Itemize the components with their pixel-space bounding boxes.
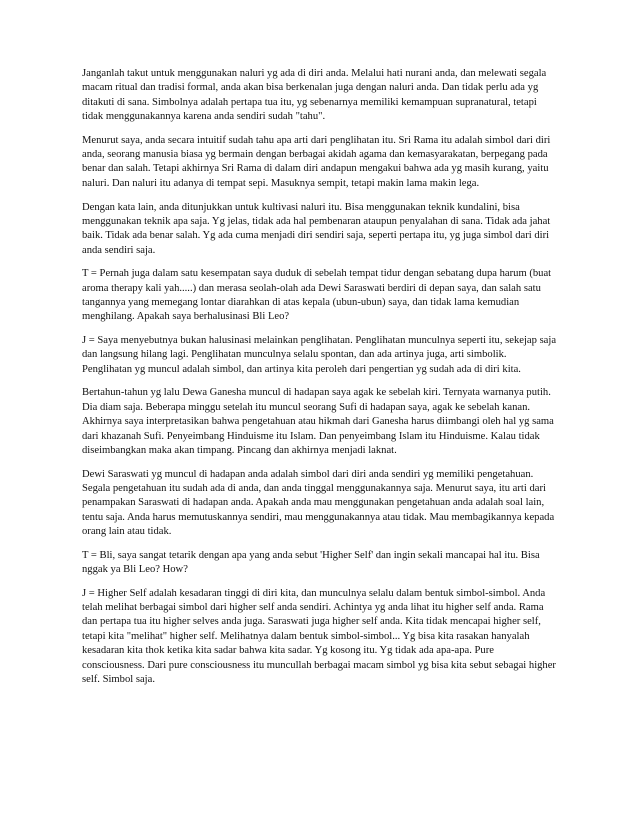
document-page [82, 67, 558, 697]
question-saraswati: T = Pernah juga dalam satu kesempatan saya duduk di sebelah tempat tidur dengan sebatang dupa harum (buat aroma therapy kali yah.....) dan merasa seolah-olah ada Dewi Saraswati berdiri di depan saya, dan salah satu tangannya yang memegang lontar diarahkan di atas kepala (ubun-ubun) saya, dan tidak lama kemudian menghilang. Apakah saya berhalusinasi Bli Leo? [82, 268, 552, 323]
paragraph-kultivasi: Dengan kata lain, anda ditunjukkan untuk kultivasi naluri itu. Bisa menggunakan teknik kundalini, bisa menggunakan teknik apa saja. Yg jelas, tidak ada hal pembenaran ataupun penyalahan di sana. Tidak ada jahat baik. Tidak ada benar salah. Yg ada cuma menjadi diri sendiri saja, seperti pertapa itu, yg juga simbol dari diri anda sendiri saja. [82, 201, 551, 256]
answer-higher-self: J = Higher Self adalah kesadaran tinggi di diri kita, dan munculnya selalu dalam bentuk simbol-simbol. Anda telah melihat berbagai simbol dari higher self anda sendiri. Achintya yg anda lihat itu higher self anda. Rama dan pertapa tua itu higher selves anda juga. Saraswati juga higher self anda. Kita tidak mencapai higher self, tetapi kita "melihat" higher self. Melihatnya dalam bentuk simbol-simbol... Yg bisa kita rasakan hanyalah kesadaran kita thok ketika kita sadar bahwa kita sadar. Yg kosong itu. Yg tidak ada apa-apa. Pure consciousness. Dari pure consciousness itu muncullah berbagai macam simbol yg bisa kita sebut sebagai higher self. Simbol saja. [82, 587, 556, 685]
paragraph-sri-rama: Menurut saya, anda secara intuitif sudah tahu apa arti dari penglihatan itu. Sri Rama itu adalah simbol dari diri anda, seorang manusia biasa yg bermain dengan berbagai akidah agama dan kemasyarakatan, berpegang pada benar dan salah. Tetapi akhirnya Sri Rama di dalam diri andapun mengakui bahwa ada yg masih kurang, yaitu naluri. Dan naluri itu adanya di tempat sepi. Masuknya sempit, tetapi makin lama makin lega. [82, 134, 551, 189]
question-higher-self: T = Bli, saya sangat tetarik dengan apa yang anda sebut 'Higher Self' dan ingin sekali mancapai hal itu. Bisa nggak ya Bli Leo? How? [82, 549, 540, 576]
paragraph-dewi-saraswati: Dewi Saraswati yg muncul di hadapan anda adalah simbol dari diri anda sendiri yg memiliki pengetahuan. Segala pengetahuan itu sudah ada di anda, dan anda tinggal menggunakannya saja. Menurut saya, itu arti dari penampakan Saraswati di hadapan anda. Apakah anda mau menggunakan pengetahuan anda adalah soal lain, tentu saja. Anda harus memutuskannya sendiri, mau menggunakannya atau tidak. Mau membagikannya kepada orang lain atau tidak. [82, 468, 555, 537]
paragraph-naluri: Janganlah takut untuk menggunakan naluri yg ada di diri anda. Melalui hati nurani anda, dan melewati segala macam ritual dan tradisi formal, anda akan bisa berkenalan juga dengan naluri anda. Dan tidak perlu ada yg ditakuti di sana. Simbolnya adalah pertapa tua itu, yg sebenarnya memiliki kemampuan supranatural, tetapi tidak menggunakannya karena anda sendiri sudah "tahu". [82, 68, 547, 123]
answer-penglihatan: J = Saya menyebutnya bukan halusinasi melainkan penglihatan. Penglihatan munculnya seperti itu, sekejap saja dan langsung hilang lagi. Penglihatan munculnya selalu spontan, dan ada artinya juga, arti simbolik. Penglihatan yg muncul adalah simbol, dan artinya kita peroleh dari pengertian yg sudah ada di diri kita. [82, 335, 557, 375]
paragraph-ganesha: Bertahun-tahun yg lalu Dewa Ganesha muncul di hadapan saya agak ke sebelah kiri. Ternyata warnanya putih. Dia diam saja. Beberapa minggu setelah itu muncul seorang Sufi di hadapan saya, agak ke sebelah kanan. Akhirnya saya interpretasikan bahwa pengetahuan atau hikmah dari Ganesha harus diimbangi oleh hal yg sama dari khazanah Sufi. Penyeimbang Hinduisme itu Islam. Dan penyeimbang Islam itu Hinduisme. Kalau tidak diseimbangkan maka akan timpang. Pincang dan akhirnya menjadi laknat. [82, 387, 554, 456]
